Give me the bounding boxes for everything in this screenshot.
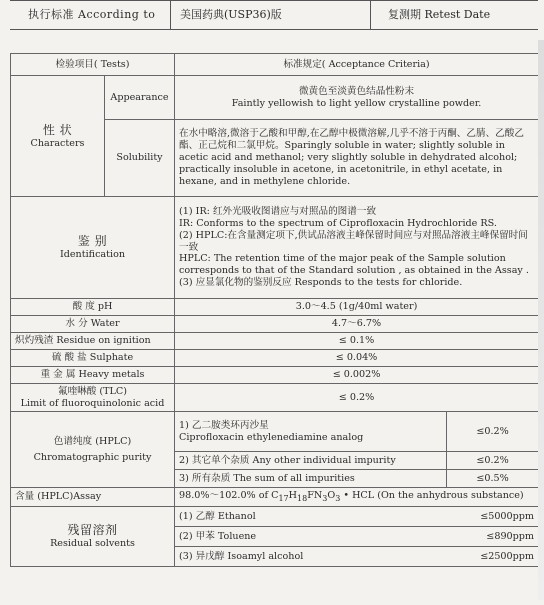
solvent-3-limit: ≤2500ppm [447,547,539,567]
heavy-metals-label: 重 金 属 Heavy metals [11,367,175,384]
residue-value: ≤ 0.1% [175,333,539,350]
col-criteria-header: 标准规定( Acceptance Criteria) [175,54,539,76]
table-row [11,316,539,333]
table-row [11,384,539,412]
purity-label: 色谱纯度 (HPLC) Chromatographic purity [11,412,175,488]
solubility-criteria: 在水中略溶,微溶于乙酸和甲醇,在乙醇中极微溶解,几乎不溶于丙酮、乙腈、乙酸乙酯、正己烷和二氯甲烷。Sparingly soluble in water; slightly soluble in acetic acid and methanol; very slightly soluble in dehydrated alcohol; practically insoluble in acetone, in acetonitrile, in ethyl acetate, in hexane, and in methylene chloride. [175,120,539,197]
sulphate-label: 硫 酸 盐 Sulphate [11,350,175,367]
fqa-label: 氟喹啉酸 (TLC) Limit of fluoroquinolonic acid [11,384,175,412]
table-row [11,197,539,299]
purity-item-1: 1) 乙二胺类环丙沙星 Ciprofloxacin ethylenediamine analog [175,412,447,452]
header-strip [10,0,538,30]
fqa-value: ≤ 0.2% [175,384,539,412]
table-row [11,76,539,120]
appearance-name: Appearance [105,76,175,120]
standard-label: 执行标准 According to [28,8,156,21]
solvents-label: 残留溶剂 Residual solvents [11,507,175,567]
purity-item-2: 2) 其它单个杂质 Any other individual impurity [175,452,447,470]
ph-label: 酸 度 pH [11,299,175,316]
standard-value: 美国药典(USP36)版 [180,8,282,21]
col-tests-header: 检验项目( Tests) [11,54,175,76]
solvent-3-name: (3) 异戊醇 Isoamyl alcohol [175,547,447,567]
ph-value: 3.0～4.5 (1g/40ml water) [175,299,539,316]
characters-label: 性 状 Characters [11,76,105,197]
solvent-1-name: (1) 乙醇 Ethanol [175,507,447,527]
heavy-metals-value: ≤ 0.002% [175,367,539,384]
solvent-2-limit: ≤890ppm [447,527,539,547]
table-row [11,488,539,507]
residue-label: 炽灼残渣 Residue on ignition [11,333,175,350]
table-row [11,507,539,527]
solubility-name: Solubility [105,120,175,197]
table-row [11,299,539,316]
table-row [11,367,539,384]
water-value: 4.7～6.7% [175,316,539,333]
water-label: 水 分 Water [11,316,175,333]
purity-item-3: 3) 所有杂质 The sum of all impurities [175,470,447,488]
retest-label: 复测期 Retest Date [388,8,491,21]
identification-criteria: (1) IR: 红外光吸收图谱应与对照品的图谱一致 IR: Conforms to the spectrum of Ciprofloxacin Hydrochloride RS. (2) HPLC:在含量测定项下,供试品溶液主峰保留时间应与对照品溶液主峰保留时间一致 HPLC: The retention time of the major peak of the Sample solution corresponds to that of the Standard solution , as obtained in the Assay . (3) 应显氯化物的鉴别反应 Responds to the tests for chloride. [175,197,539,299]
assay-value: 98.0%～102.0% of $C_{17}H_{18}FN_3O_3$ • HCL (On the anhydrous substance) [175,488,539,507]
table-row [11,412,539,452]
table-header-row [11,54,539,76]
table-row [11,350,539,367]
appearance-criteria: 微黄色至淡黄色结晶性粉末 Faintly yellowish to light yellow crystalline powder. [175,76,539,120]
purity-limit-3: ≤0.5% [447,470,539,488]
spec-table [10,53,539,567]
sulphate-value: ≤ 0.04% [175,350,539,367]
purity-limit-2: ≤0.2% [447,452,539,470]
solvent-1-limit: ≤5000ppm [447,507,539,527]
identification-label: 鉴 别 Identification [11,197,175,299]
solvent-2-name: (2) 甲苯 Toluene [175,527,447,547]
assay-label: 含量 (HPLC)Assay [11,488,175,507]
table-row [11,333,539,350]
page-edge [538,40,544,600]
purity-limit-1: ≤0.2% [447,412,539,452]
